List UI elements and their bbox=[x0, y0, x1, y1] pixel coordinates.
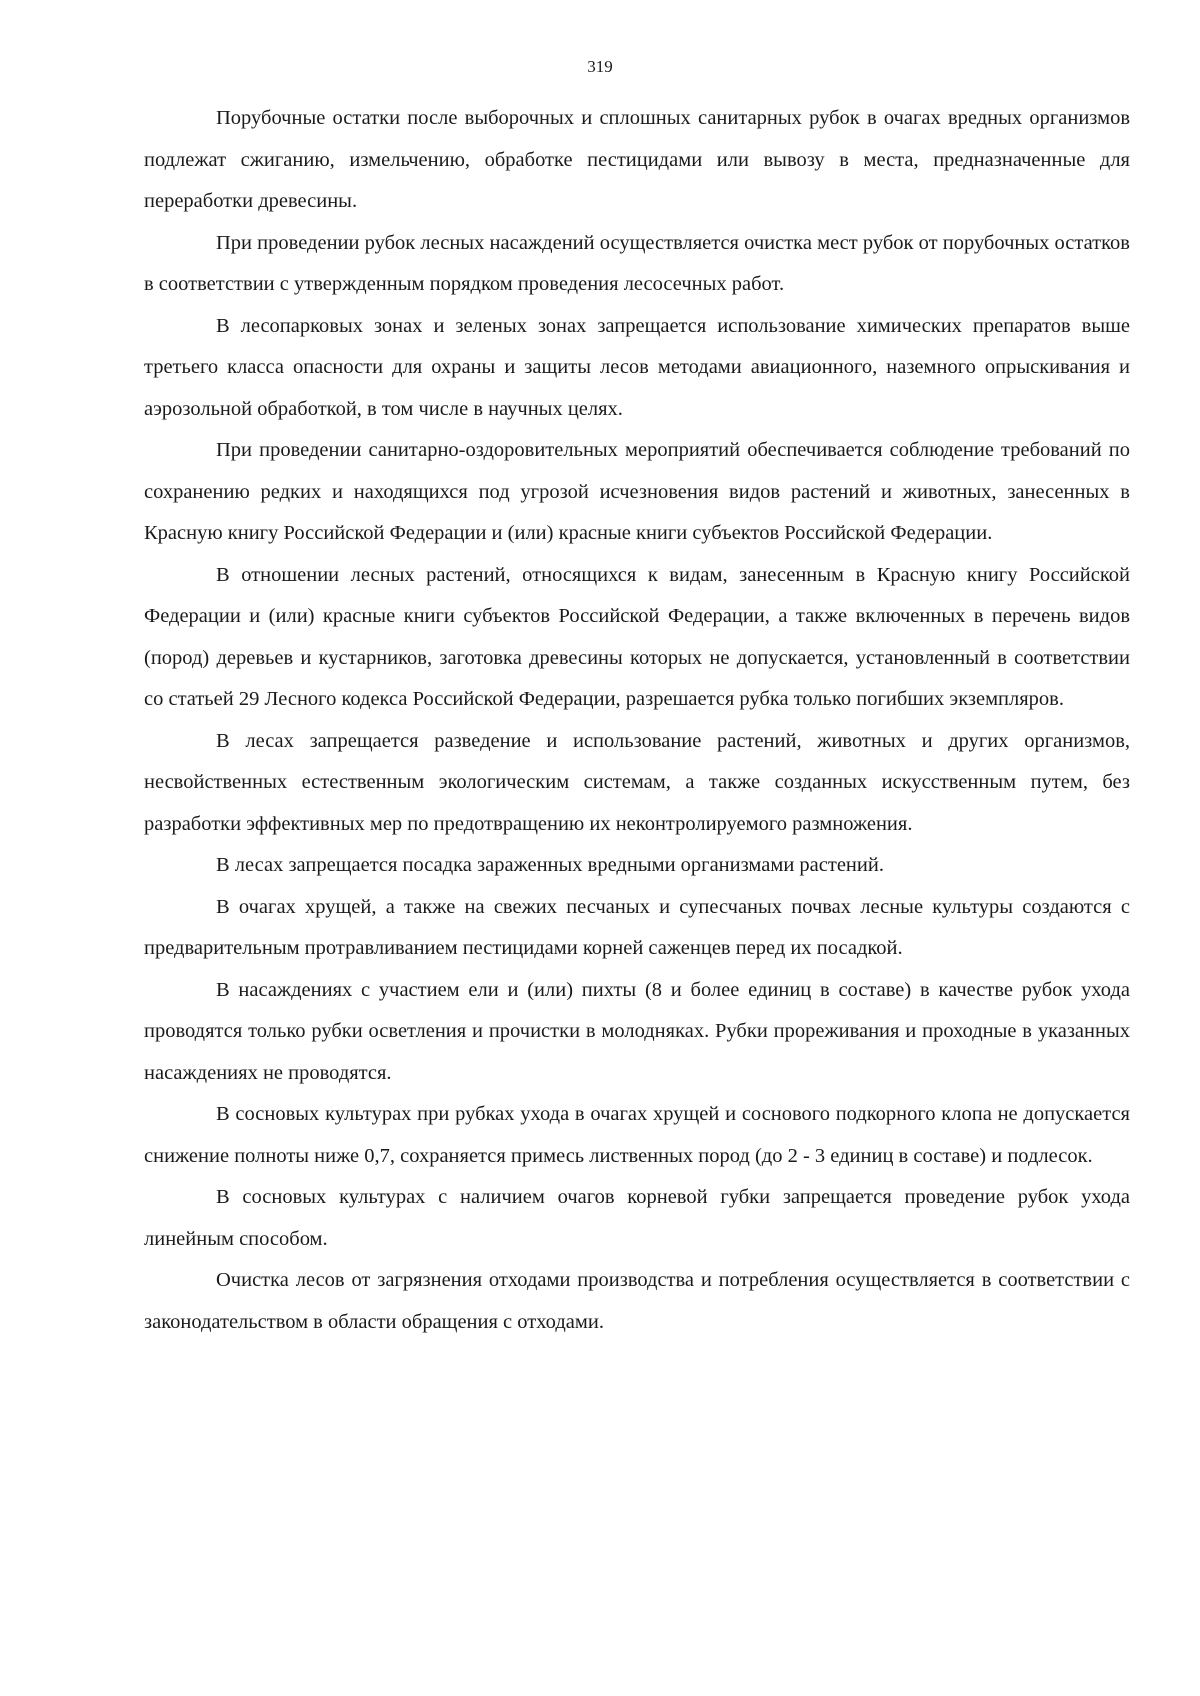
paragraph-cutting-site-cleanup: При проведении рубок лесных насаждений осуществляется очистка мест рубок от порубочных остатков в соответствии с утвержденным порядком проведения лесосечных работ. bbox=[144, 231, 1130, 295]
paragraph-forest-crops: В очагах хрущей, а также на свежих песчаных и супесчаных почвах лесные культуры создаются с предварительным протравливанием пестицидами корней саженцев перед их посадкой. bbox=[144, 895, 1130, 959]
page-number: 319 bbox=[587, 57, 613, 76]
paragraph-rare-species-protection: При проведении санитарно-оздоровительных мероприятий обеспечивается соблюдение требований по сохранению редких и находящихся под угрозой исчезновения видов растений и животных, занесенных в Красную книгу Российской Федерации и (или) красные книги субъектов Российской Федерации. bbox=[144, 439, 1130, 544]
document-body bbox=[144, 98, 1130, 1343]
paragraph-slash-residues: Порубочные остатки после выборочных и сплошных санитарных рубок в очагах вредных организмов подлежат сжиганию, измельчению, обработке пестицидами или вывозу в места, предназначенные для переработки древесины. bbox=[144, 107, 1130, 212]
paragraph-red-book-plants: В отношении лесных растений, относящихся к видам, занесенным в Красную книгу Российской Федерации и (или) красные книги субъектов Российской Федерации, а также включенных в перечень видов (пород) деревьев и кустарников, заготовка древесины которых не допускается, установленный в соответствии со статьей 29 Лесного кодекса Российской Федерации, разрешается рубка только погибших экземпляров. bbox=[144, 563, 1130, 710]
paragraph-infected-plants: В лесах запрещается посадка зараженных вредными организмами растений. bbox=[216, 854, 884, 876]
paragraph-alien-organisms: В лесах запрещается разведение и использование растений, животных и других организмов, несвойственных естественным экологическим системам, а также созданных искусственным путем, без разработки эффективных мер по предотвращению их неконтролируемого размножения. bbox=[144, 729, 1130, 835]
paragraph-root-fungus: В сосновых культурах с наличием очагов корневой губки запрещается проведение рубок ухода линейным способом. bbox=[144, 1186, 1130, 1250]
paragraph-spruce-fir-thinning: В насаждениях с участием ели и (или) пихты (8 и более единиц в составе) в качестве рубок ухода проводятся только рубки осветления и прочистки в молодняках. Рубки прореживания и проходные в указанных насаждениях не проводятся. bbox=[144, 978, 1130, 1084]
paragraph-chemical-restrictions: В лесопарковых зонах и зеленых зонах запрещается использование химических препаратов выше третьего класса опасности для охраны и защиты лесов методами авиационного, наземного опрыскивания и аэрозольной обработкой, в том числе в научных целях. bbox=[144, 314, 1130, 420]
paragraph-pine-crops-density: В сосновых культурах при рубках ухода в очагах хрущей и соснового подкорного клопа не допускается снижение полноты ниже 0,7, сохраняется примесь лиственных пород (до 2 - 3 единиц в составе) и подлесок. bbox=[144, 1103, 1130, 1167]
paragraph-waste-cleanup: Очистка лесов от загрязнения отходами производства и потребления осуществляется в соответствии с законодательством в области обращения с отходами. bbox=[144, 1269, 1130, 1333]
